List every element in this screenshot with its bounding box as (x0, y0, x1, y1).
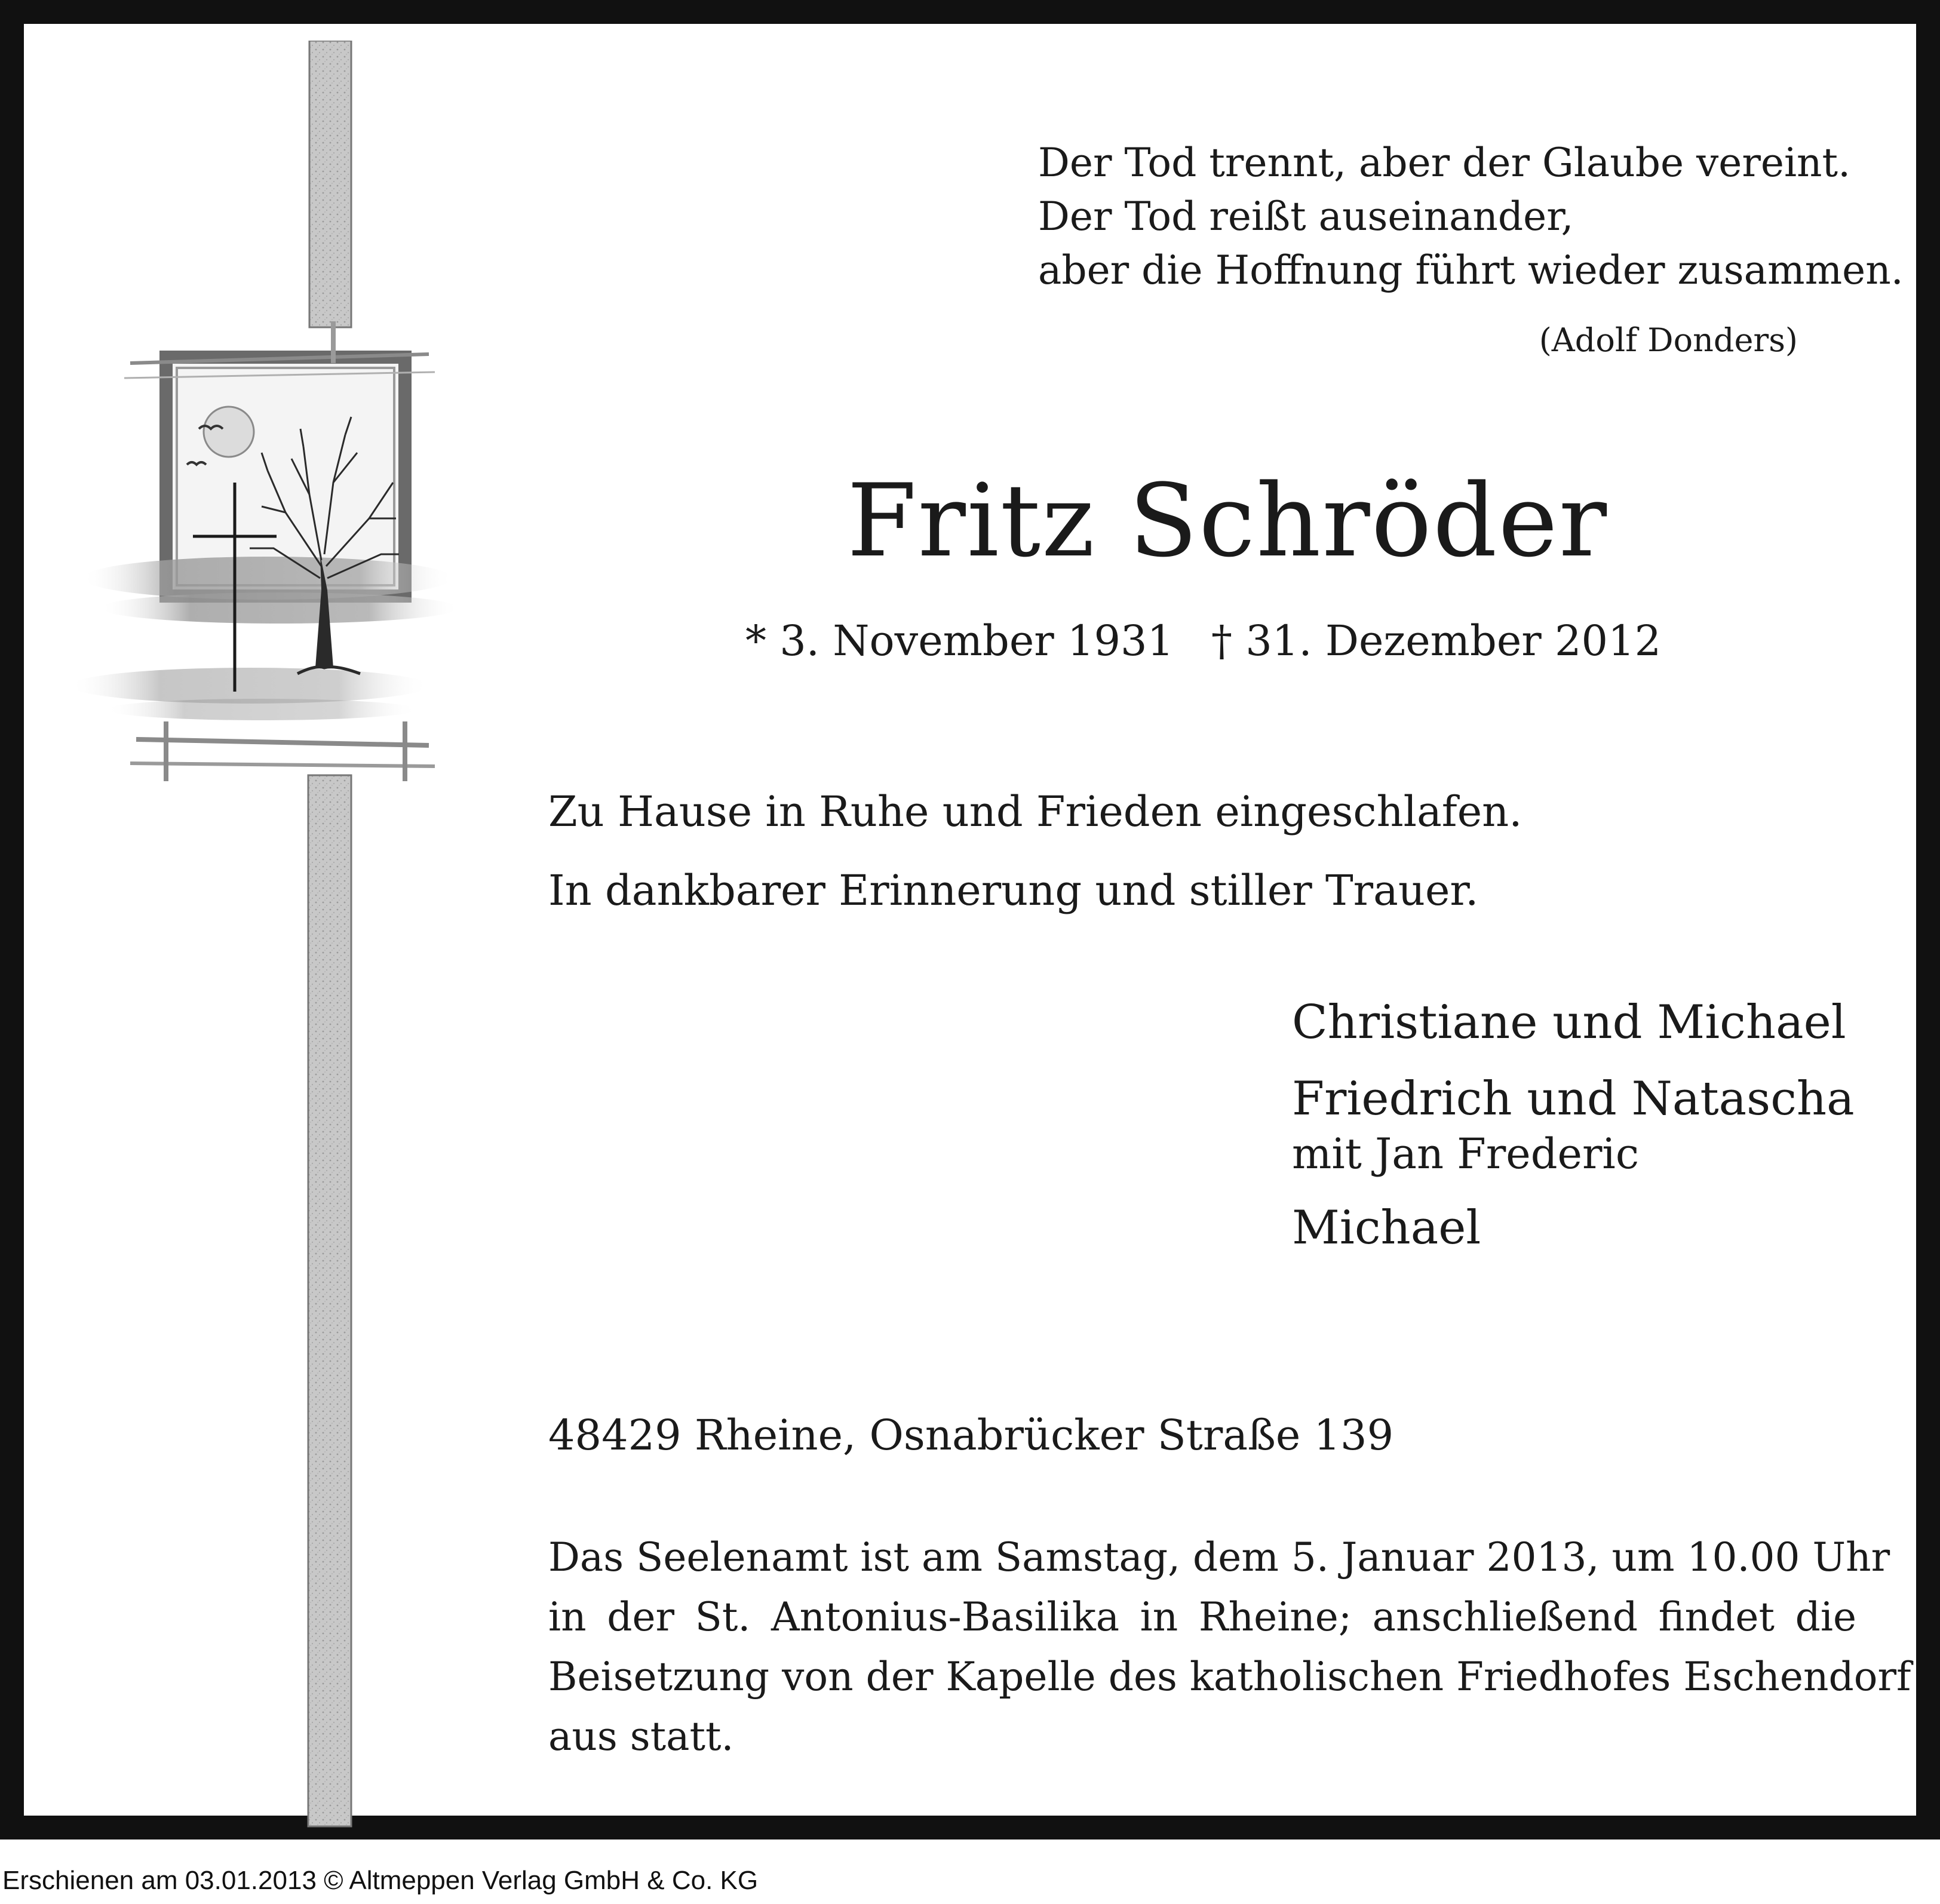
statement-line: Zu Hause in Ruhe und Frieden eingeschlafen. (548, 787, 1522, 836)
mourner-name: Friedrich und Natascha (1292, 1072, 1855, 1126)
service-line: in der St. Antonius-Basilika in Rheine; anschließend findet die (548, 1594, 1856, 1640)
death-date: † 31. Dezember 2012 (1211, 616, 1662, 665)
quote-line: Der Tod trennt, aber der Glaube vereint. (1038, 140, 1851, 186)
mourner-name: Michael (1292, 1201, 1481, 1255)
quote (1038, 136, 1904, 297)
mourners-list (1292, 996, 1855, 1255)
service-line: aus statt. (548, 1713, 734, 1759)
statement (548, 772, 1522, 930)
statement-line: In dankbarer Erinnerung und stiller Trauer. (548, 866, 1479, 915)
notice-border (20, 20, 1920, 1819)
service-info (548, 1528, 1911, 1767)
quote-author: (Adolf Donders) (1539, 321, 1798, 359)
deceased-name: Fritz Schröder (847, 462, 1609, 579)
address: 48429 Rheine, Osnabrücker Straße 139 (548, 1411, 1394, 1460)
quote-line: Der Tod reißt auseinander, (1038, 194, 1574, 239)
mourner-sub-name: mit Jan Frederic (1292, 1129, 1640, 1178)
mourner-name: Christiane und Michael (1292, 996, 1846, 1049)
birth-date: * 3. November 1931 (745, 616, 1174, 665)
cross-and-tree-icon (70, 41, 489, 1832)
service-line: Das Seelenamt ist am Samstag, dem 5. Januar 2013, um 10.00 Uhr (548, 1534, 1890, 1580)
quote-line: aber die Hoffnung führt wieder zusammen. (1038, 247, 1904, 293)
notice-content (29, 29, 1911, 1811)
publication-credit: Erschienen am 03.01.2013 © Altmeppen Verlag GmbH & Co. KG (2, 1866, 759, 1895)
service-line: Beisetzung von der Kapelle des katholischen Friedhofes Eschendorf (548, 1654, 1911, 1700)
